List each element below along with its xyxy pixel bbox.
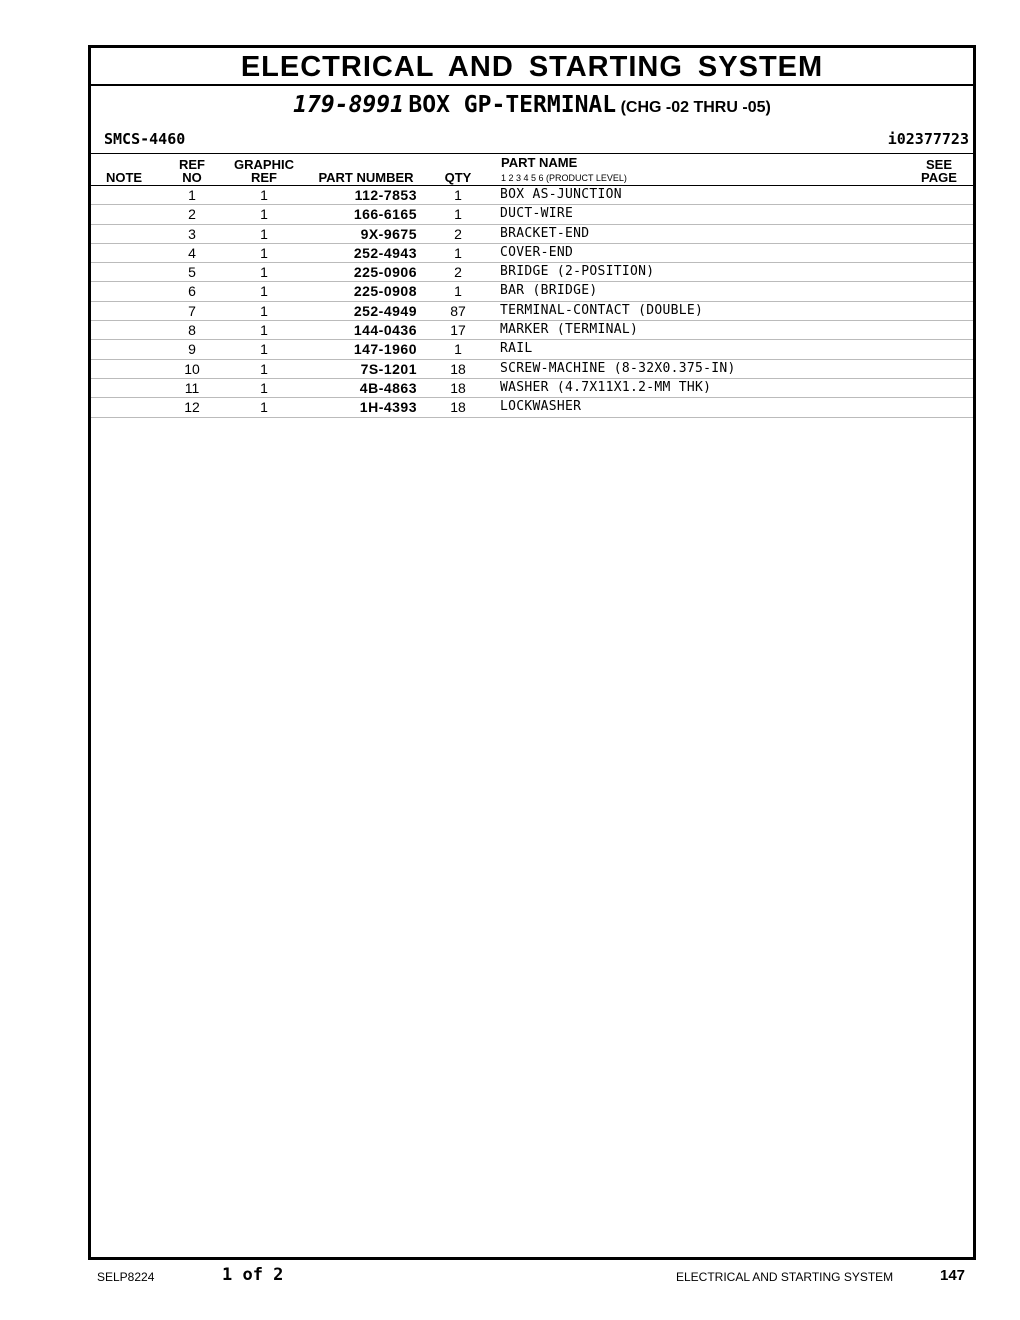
col-header-part-name: PART NAME: [501, 155, 578, 170]
graphic-ref: 1: [260, 341, 268, 358]
graphic-ref: 1: [260, 283, 268, 300]
graphic-ref: 1: [260, 379, 268, 396]
part-name: SCREW-MACHINE (8-32X0.375-IN): [500, 360, 736, 376]
table-row: [91, 360, 973, 379]
graphic-ref: 1: [260, 225, 268, 242]
table-row: [91, 282, 973, 301]
quantity: 17: [450, 322, 466, 339]
ref-no: 1: [188, 187, 196, 203]
graphic-ref: 1: [260, 206, 268, 223]
part-number: 4B-4863: [359, 379, 417, 396]
table-row: [91, 225, 973, 244]
col-header-graphic-ref: GRAPHIC REF: [234, 157, 294, 185]
table-row: [91, 244, 973, 263]
ref-no: 8: [188, 322, 196, 339]
col-header-see-page: SEE PAGE: [921, 157, 957, 185]
quantity: 1: [454, 187, 462, 203]
ref-no: 6: [188, 283, 196, 300]
group-part-number: 179-8991: [293, 92, 404, 118]
part-number: 7S-1201: [360, 360, 417, 377]
quantity: 1: [454, 206, 462, 223]
table-row: [91, 340, 973, 359]
table-row: [91, 263, 973, 282]
parts-table: [91, 185, 973, 418]
header-divider: [91, 153, 973, 154]
part-name: BRIDGE (2-POSITION): [500, 264, 655, 280]
ref-no: 10: [184, 360, 200, 377]
table-row: [91, 379, 973, 398]
footer-section: ELECTRICAL AND STARTING SYSTEM: [676, 1270, 894, 1284]
graphic-ref: 1: [260, 322, 268, 339]
part-number: 144-0436: [353, 322, 417, 339]
footer-doc-id: SELP8224: [97, 1270, 155, 1284]
quantity: 18: [450, 360, 466, 377]
footer-page-count: 1 of 2: [222, 1265, 284, 1285]
table-row: [91, 205, 973, 224]
graphic-ref: 1: [260, 399, 268, 416]
ref-no: 12: [184, 399, 200, 416]
part-name: BRACKET-END: [500, 225, 590, 241]
quantity: 2: [454, 225, 462, 242]
quantity: 18: [450, 399, 466, 416]
col-header-part-number: PART NUMBER: [318, 170, 414, 185]
table-row: [91, 302, 973, 321]
ref-no: 7: [188, 302, 196, 319]
ref-no: 5: [188, 264, 196, 281]
quantity: 1: [454, 283, 462, 300]
part-name: BAR (BRIDGE): [500, 283, 598, 299]
part-name: COVER-END: [500, 244, 574, 260]
part-number: 9X-9675: [360, 225, 417, 242]
group-description: BOX GP-TERMINAL: [408, 92, 617, 118]
part-name: BOX AS-JUNCTION: [500, 187, 622, 202]
table-row: [91, 185, 973, 205]
ref-no: 2: [188, 206, 196, 223]
group-change-range: (CHG -02 THRU -05): [620, 99, 771, 116]
part-number: 225-0906: [353, 264, 417, 281]
part-name: RAIL: [500, 341, 533, 357]
graphic-ref: 1: [260, 360, 268, 377]
footer-page-number: 147: [940, 1267, 966, 1284]
part-number: 252-4949: [353, 302, 417, 319]
part-name: WASHER (4.7X11X1.2-MM THK): [500, 379, 712, 395]
quantity: 1: [454, 244, 462, 261]
group-heading: [91, 92, 973, 124]
page-frame: [88, 45, 976, 1260]
smcs-code: SMCS-4460: [104, 130, 186, 148]
col-header-ref-no: REF NO: [179, 157, 205, 185]
graphic-ref: 1: [260, 302, 268, 319]
product-level-legend: 1 2 3 4 5 6 (PRODUCT LEVEL): [501, 173, 627, 183]
part-number: 252-4943: [353, 244, 417, 261]
page-title: ELECTRICAL AND STARTING SYSTEM: [91, 48, 973, 86]
part-name: LOCKWASHER: [500, 399, 582, 415]
ref-no: 3: [188, 225, 196, 242]
illustration-ref: i02377723: [887, 130, 969, 148]
part-number: 112-7853: [354, 187, 417, 203]
part-number: 225-0908: [353, 283, 417, 300]
table-row: [91, 321, 973, 340]
ref-no: 4: [188, 244, 196, 261]
quantity: 2: [454, 264, 462, 281]
part-name: TERMINAL-CONTACT (DOUBLE): [500, 302, 704, 318]
graphic-ref: 1: [260, 187, 268, 203]
part-name: DUCT-WIRE: [500, 206, 574, 222]
ref-no: 9: [188, 341, 196, 358]
graphic-ref: 1: [260, 244, 268, 261]
col-header-note: NOTE: [105, 170, 143, 185]
part-number: 147-1960: [353, 341, 417, 358]
col-header-qty: QTY: [444, 170, 472, 185]
quantity: 87: [450, 302, 466, 319]
part-number: 1H-4393: [359, 399, 417, 416]
graphic-ref: 1: [260, 264, 268, 281]
quantity: 18: [450, 379, 466, 396]
ref-no: 11: [184, 379, 200, 396]
part-name: MARKER (TERMINAL): [500, 322, 639, 338]
table-row: [91, 398, 973, 417]
quantity: 1: [454, 341, 462, 358]
part-number: 166-6165: [353, 206, 417, 223]
